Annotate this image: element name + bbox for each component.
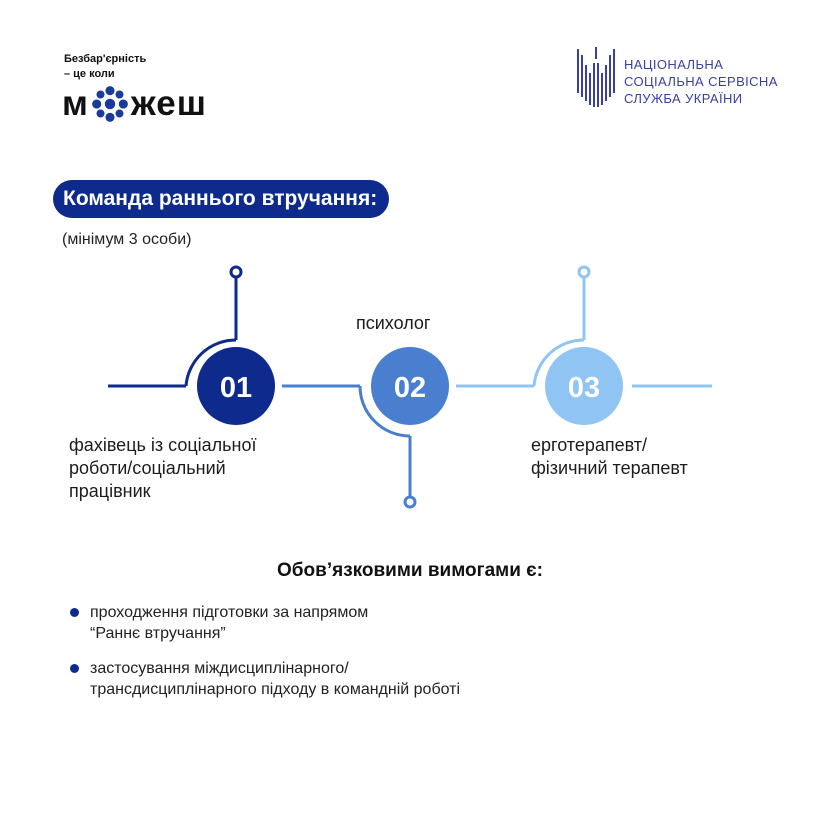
trident-icon <box>574 45 618 111</box>
team-node-03 <box>456 267 712 425</box>
list-item-line: проходження підготовки за напрямом <box>90 604 369 621</box>
bullet-icon <box>70 608 79 617</box>
agency-name-line2: СОЦІАЛЬНА СЕРВІСНА <box>624 74 778 89</box>
list-item-line: трансдисциплінарного підходу в командній роботі <box>90 681 461 698</box>
bullet-icon <box>70 664 79 673</box>
dots-circle-icon <box>91 85 129 123</box>
team-node-01 <box>108 267 275 425</box>
list-item-line: “Раннє втручання” <box>90 625 226 642</box>
connector-dot <box>579 267 589 277</box>
node-number: 01 <box>219 372 253 404</box>
role-label-line: працівник <box>69 481 151 501</box>
node-number: 02 <box>393 372 427 404</box>
list-item <box>70 658 670 700</box>
role-label-02 <box>356 312 431 335</box>
brand-tagline-line2: – це коли <box>64 68 115 80</box>
list-item <box>70 602 670 644</box>
page-subtitle: (мінімум 3 особи) <box>62 231 192 248</box>
brand-tagline <box>64 52 146 82</box>
team-node-02 <box>282 347 449 507</box>
role-label-line: ерготерапевт/ <box>531 435 648 455</box>
role-label-03 <box>531 434 688 480</box>
page-title: Команда раннього втручання: <box>53 180 389 218</box>
requirements-list <box>70 602 670 714</box>
connector-dot <box>231 267 241 277</box>
node-number: 03 <box>567 372 601 404</box>
agency-name-line1: НАЦІОНАЛЬНА <box>624 57 724 72</box>
connector-dot <box>405 497 415 507</box>
role-label-line: роботи/соціальний <box>69 458 226 478</box>
agency-name-line3: СЛУЖБА УКРАЇНИ <box>624 91 743 106</box>
brand-logo-rest: жеш <box>130 84 207 123</box>
brand-logo <box>62 84 207 124</box>
brand-tagline-line1: Безбар'єрність <box>64 53 147 65</box>
role-label-line: фізичний терапевт <box>531 458 688 478</box>
role-label-01 <box>69 434 257 503</box>
requirements-heading: Обов’язковими вимогами є: <box>277 560 543 581</box>
role-label-line: психолог <box>356 313 431 333</box>
agency-name <box>624 56 778 107</box>
brand-logo-m: м <box>62 84 89 123</box>
list-item-line: застосування міждисциплінарного/ <box>90 660 349 677</box>
role-label-line: фахівець із соціальної <box>69 435 257 455</box>
